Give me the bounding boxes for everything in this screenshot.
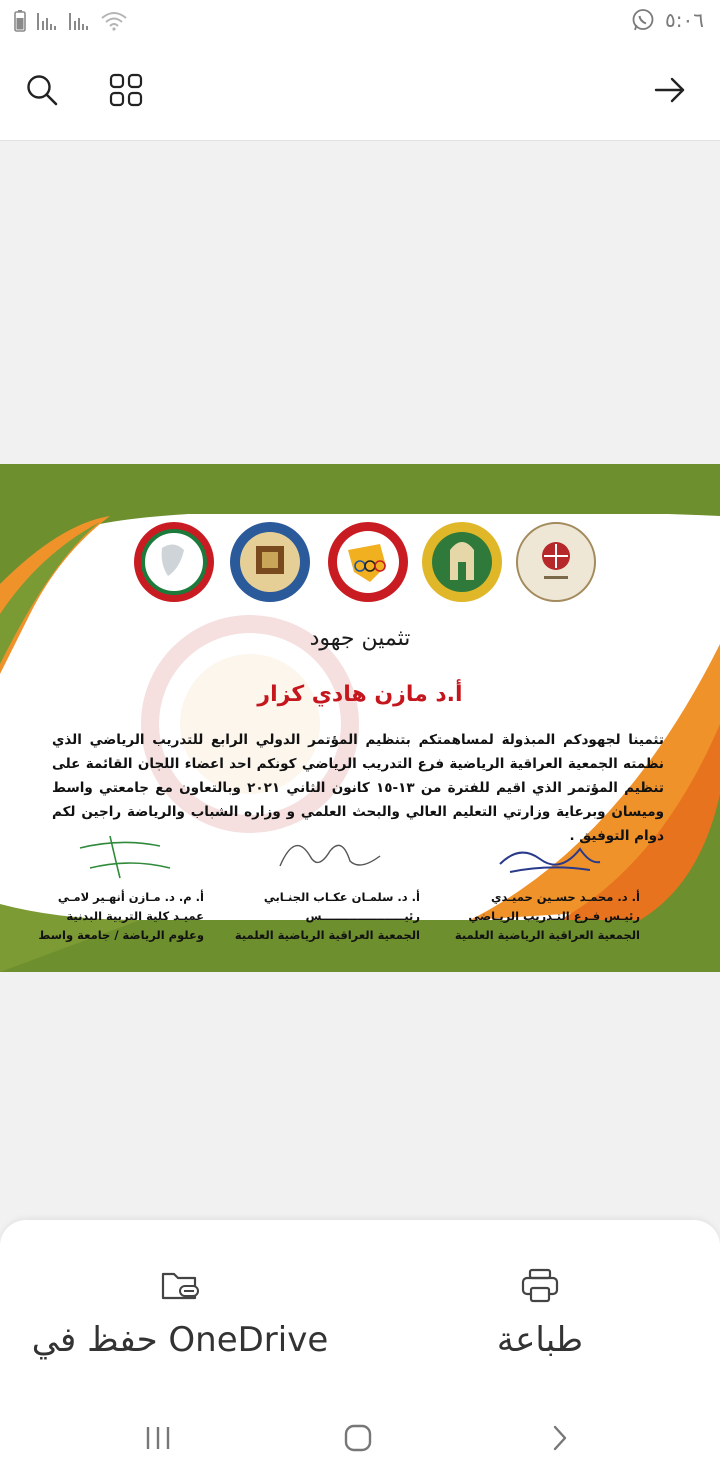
status-bar [0, 0, 720, 42]
battery-icon [14, 10, 26, 32]
clock: ٥:٠٦ [665, 8, 704, 32]
signature-2-title: رئيـــــــــــــــــــــس [305, 909, 420, 923]
signature-block-1 [420, 888, 640, 945]
print-label: طباعة [496, 1320, 584, 1360]
signature-1-org: الجمعية العراقية الرياضية العلمية [454, 928, 640, 942]
back-icon [549, 1423, 571, 1453]
print-button[interactable] [470, 1268, 610, 1360]
signature-scribble-1 [490, 834, 610, 884]
signature-1-title: رئيـس فـرع التـدريب الريـاضي [468, 909, 640, 923]
forward-button[interactable] [648, 68, 692, 112]
signature-block-3 [0, 888, 204, 945]
back-button[interactable] [532, 1418, 588, 1458]
signature-block-2 [200, 888, 420, 945]
certificate-body: تثمينا لجهودكم المبذولة لمساهمتكم بتنظيم المؤتمر الدولي الرابع للتدريب الرياضي الذي نظمته الجمعية العراقية الرياضية فرع التدريب الرياضي كونكم احد اعضاء اللجان القائمة على تنظيم المؤتمر الذي اقيم للفترة من ١٣-١٥ كانون الثاني ٢٠٢١ وبالتعاون مع جامعتي واسط وميسان وبرعاية وزارتي التعليم العالي والبحث العلمي و وزاره الشباب والرياضة راجين لكم دوام التوفيق . [52, 732, 664, 844]
wasit-university-logo [420, 520, 504, 604]
signature-scribble-3 [70, 828, 180, 884]
signature-3-title: عميـد كلية التربية البدنية [66, 909, 204, 923]
recent-apps-button[interactable] [130, 1418, 186, 1458]
system-nav-bar [0, 1400, 720, 1480]
misan-university-logo [228, 520, 312, 604]
grid-icon [109, 73, 143, 107]
folder-link-icon [160, 1268, 200, 1304]
ministry-higher-education-logo [514, 520, 598, 604]
app-bar [0, 42, 720, 141]
save-to-onedrive-button[interactable] [20, 1268, 340, 1360]
status-icons-left [14, 10, 128, 32]
signal-icon [36, 11, 58, 31]
printer-icon [520, 1268, 560, 1304]
certificate-image[interactable] [0, 464, 720, 972]
status-icons-right [631, 8, 704, 32]
wifi-icon [100, 10, 128, 32]
signature-2-org: الجمعية العراقية الرياضية العلمية [234, 928, 420, 942]
signature-2-name: أ. د. سلمـان عكـاب الجنـابي [263, 890, 420, 904]
signature-3-name: أ. م. د. مـازن أنهـير لامـي [57, 890, 204, 904]
misan-sport-logo [132, 520, 216, 604]
signature-1-name: أ. د. محمـد حسـين حميـدي [490, 890, 640, 904]
home-icon [343, 1423, 373, 1453]
search-button[interactable] [20, 68, 64, 112]
home-button[interactable] [330, 1418, 386, 1458]
whatsapp-icon [631, 8, 655, 32]
recent-apps-icon [144, 1425, 172, 1451]
certificate-recipient: أ.د مازن هادي كزار [257, 682, 463, 707]
signature-3-org: وعلوم الرياضة / جامعة واسط [38, 928, 204, 942]
olympic-academy-logo [326, 520, 410, 604]
grid-view-button[interactable] [104, 68, 148, 112]
signal-icon [68, 11, 90, 31]
certificate-title: تثمين جهود [309, 626, 411, 651]
signature-scribble-2 [270, 826, 390, 882]
forward-arrow-icon [653, 73, 687, 107]
search-icon [25, 73, 59, 107]
onedrive-label: حفظ في OneDrive [31, 1320, 329, 1360]
